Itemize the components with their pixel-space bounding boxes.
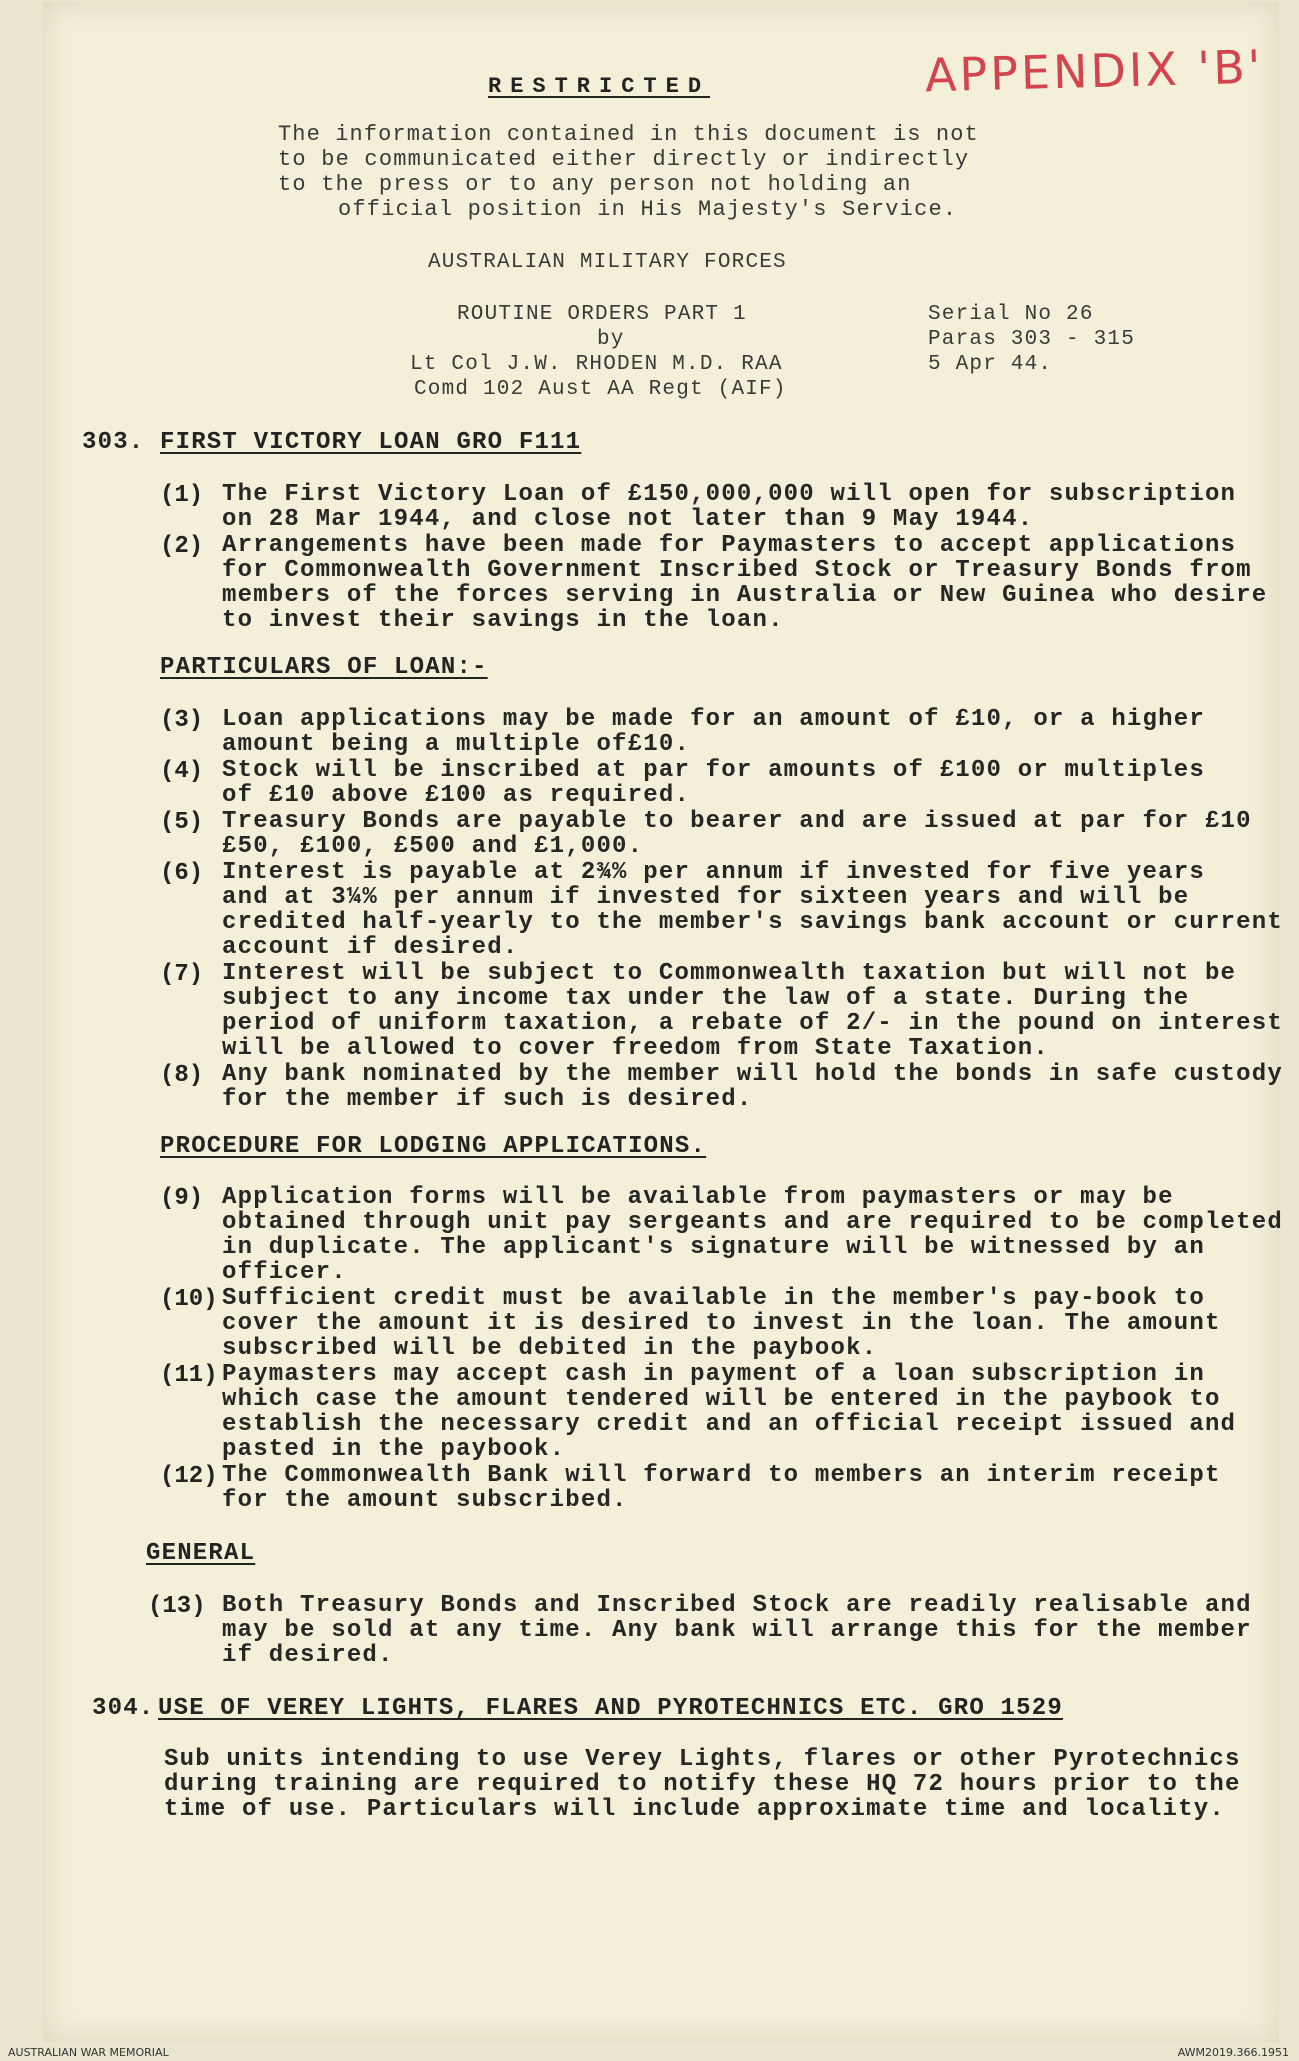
appendix-stamp: APPENDIX 'B' — [924, 39, 1265, 103]
item-number: (11) — [160, 1362, 218, 1389]
item-number: (5) — [160, 809, 204, 836]
item-text: Paymasters may accept cash in payment of a loan subscription in which case the amount tendered will be entered in the paybook to establish the necessary credit and an official receipt issued and pasted in the paybook. — [222, 1361, 1237, 1463]
section-304-title: USE OF VEREY LIGHTS, FLARES AND PYROTECHNICS ETC. GRO 1529 — [158, 1695, 1063, 1722]
item-number: (7) — [160, 961, 204, 988]
item-text: Interest will be subject to Commonwealth taxation but will not be subject to any income tax under the law of a state. During the period of uniform taxation, a rebate of 2/- in the pound on interest will be allowed to cover freedom from State Taxation. — [222, 960, 1283, 1062]
footer-source: AUSTRALIAN WAR MEMORIAL — [8, 2046, 169, 2059]
orders-by: by — [597, 328, 625, 351]
notice-line: to the press or to any person not holding an — [278, 172, 912, 197]
item-text: Interest is payable at 2¾% per annum if invested for five years and at 3¼% per annum if invested for sixteen years and will be credited half-yearly to the member's savings bank account or current account if desired. — [222, 859, 1283, 961]
general-heading: GENERAL — [146, 1540, 256, 1567]
item-text: Application forms will be available from paymasters or may be obtained through unit pay sergeants and are required to be completed in duplicate. The applicant's signature will be witnessed by an officer. — [222, 1184, 1283, 1286]
section-304-text: Sub units intending to use Verey Lights, flares or other Pyrotechnics during training are required to notify these HQ 72 hours prior to the time of use. Particulars will include approximate time and locality. — [164, 1746, 1241, 1823]
item-text: Loan applications may be made for an amount of £10, or a higher amount being a multiple of£10. — [222, 706, 1205, 758]
item-number: (2) — [160, 533, 204, 560]
procedure-heading: PROCEDURE FOR LODGING APPLICATIONS. — [160, 1133, 707, 1160]
item-text: The First Victory Loan of £150,000,000 will open for subscription on 28 Mar 1944, and close not later than 9 May 1944. — [222, 481, 1237, 533]
item-number: (1) — [160, 482, 204, 509]
orders-title: ROUTINE ORDERS PART 1 — [457, 303, 747, 326]
item-number: (8) — [160, 1062, 204, 1089]
particulars-heading: PARTICULARS OF LOAN:- — [160, 654, 488, 681]
item-text: Arrangements have been made for Paymasters to accept applications for Commonwealth Government Inscribed Stock or Treasury Bonds from members of the forces serving in Australia or New Guinea who desire to invest their savings in the loan. — [222, 532, 1268, 634]
paras-range: Paras 303 - 315 — [928, 328, 1136, 351]
orders-unit: Comd 102 Aust AA Regt (AIF) — [414, 378, 787, 401]
restricted-heading: RESTRICTED — [488, 74, 711, 99]
item-text: Stock will be inscribed at par for amounts of £100 or multiples of £10 above £100 as required. — [222, 757, 1205, 809]
serial-number: Serial No 26 — [928, 303, 1094, 326]
section-303-title: FIRST VICTORY LOAN GRO F111 — [160, 429, 582, 456]
notice-line: The information contained in this document is not — [278, 122, 979, 147]
item-number: (12) — [160, 1463, 218, 1490]
item-number: (9) — [160, 1185, 204, 1212]
item-number: (4) — [160, 758, 204, 785]
orders-commander: Lt Col J.W. RHODEN M.D. RAA — [410, 353, 783, 376]
item-number: (10) — [160, 1286, 218, 1313]
order-date: 5 Apr 44. — [928, 353, 1053, 376]
item-text: The Commonwealth Bank will forward to members an interim receipt for the amount subscribed. — [222, 1462, 1221, 1514]
footer-accession: AWM2019.366.1951 — [1177, 2046, 1289, 2059]
item-text: Any bank nominated by the member will hold the bonds in safe custody for the member if such is desired. — [222, 1061, 1283, 1113]
item-text: Both Treasury Bonds and Inscribed Stock are readily realisable and may be sold at any time. Any bank will arrange this for the member if desired. — [222, 1592, 1252, 1669]
section-304-number: 304. — [92, 1695, 155, 1722]
forces-title: AUSTRALIAN MILITARY FORCES — [428, 251, 787, 274]
item-text: Sufficient credit must be available in the member's pay-book to cover the amount it is desired to invest in the loan. The amount subscribed will be debited in the paybook. — [222, 1285, 1221, 1362]
item-number: (6) — [160, 860, 204, 887]
section-303-number: 303. — [82, 429, 145, 456]
notice-line: to be communicated either directly or indirectly — [278, 147, 970, 172]
item-number: (3) — [160, 707, 204, 734]
item-number: (13) — [148, 1593, 206, 1620]
item-text: Treasury Bonds are payable to bearer and are issued at par for £10 £50, £100, £500 and £1,000. — [222, 808, 1252, 860]
notice-line: official position in His Majesty's Service. — [338, 197, 958, 222]
